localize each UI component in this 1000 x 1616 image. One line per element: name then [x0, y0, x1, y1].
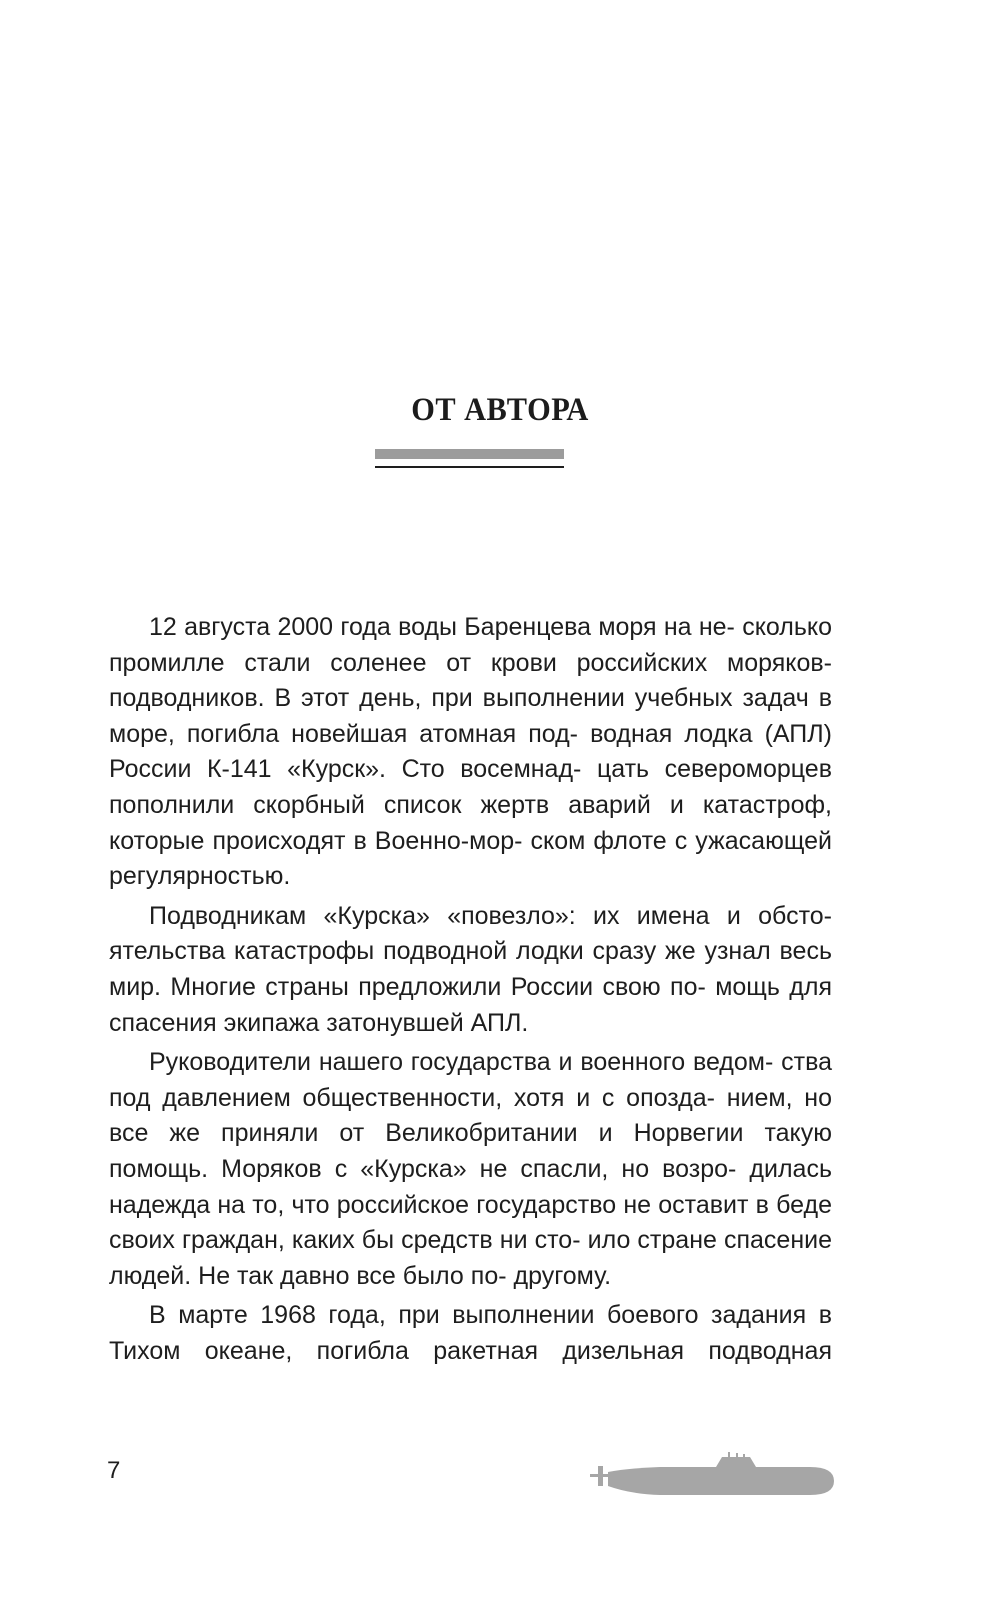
- line: моряков-подводников. В этот день, при выполнении: [109, 648, 832, 713]
- line: ило стране спасение людей. Не так давно все было по-: [109, 1226, 832, 1290]
- line: цать североморцев пополнили скорбный список жертв: [109, 755, 832, 819]
- line: ства под давлением общественности, хотя и с опозда-: [109, 1048, 833, 1112]
- line: дилась надежда на то, что российское государство не: [109, 1154, 832, 1219]
- title-rule-thin: [375, 466, 564, 468]
- body-text: [109, 610, 832, 1373]
- line: ском флоте с ужасающей регулярностью.: [109, 826, 832, 891]
- line: Руководители нашего государства и военного ведом-: [149, 1048, 774, 1077]
- page-number: 7: [107, 1457, 121, 1484]
- line: другому.: [513, 1261, 612, 1290]
- paragraph-1: [109, 610, 832, 895]
- line: нием, но все же приняли от Великобритании и Норвегии: [109, 1083, 832, 1148]
- line: В марте 1968 года, при выполнении боевого задания: [149, 1301, 807, 1330]
- line: аварий и катастроф, которые происходят в Военно-мор-: [109, 790, 833, 855]
- title-rule-thick: [375, 449, 564, 459]
- paragraph-3: [109, 1045, 832, 1294]
- line: оставит в беде своих граждан, каких бы средств ни сто-: [109, 1190, 832, 1255]
- paragraph-4: [109, 1298, 832, 1369]
- line: весь мир. Многие страны предложили России свою по-: [109, 937, 832, 1001]
- line: мощь для спасения экипажа затонувшей АПЛ.: [109, 972, 833, 1037]
- submarine-silhouette-icon: [590, 1452, 835, 1498]
- line: в Тихом океане, погибла ракетная дизельная подводная: [109, 1301, 832, 1365]
- line: ятельства катастрофы подводной лодки сразу же узнал: [109, 937, 771, 966]
- line: учебных задач в море, погибла новейшая атомная под-: [109, 684, 832, 748]
- chapter-title: ОТ АВТОРА: [411, 392, 589, 428]
- line: 12 августа 2000 года воды Баренцева моря на не-: [149, 613, 735, 641]
- paragraph-2: [109, 899, 832, 1041]
- line: такую помощь. Моряков с «Курска» не спасли, но возро-: [109, 1119, 832, 1183]
- line: сколько промилле стали соленее от крови российских: [109, 613, 832, 677]
- line: водная лодка (АПЛ) России К-141 «Курск». Сто восемнад-: [109, 719, 832, 784]
- line: Подводникам «Курска» «повезло»: их имена и обсто-: [149, 901, 832, 930]
